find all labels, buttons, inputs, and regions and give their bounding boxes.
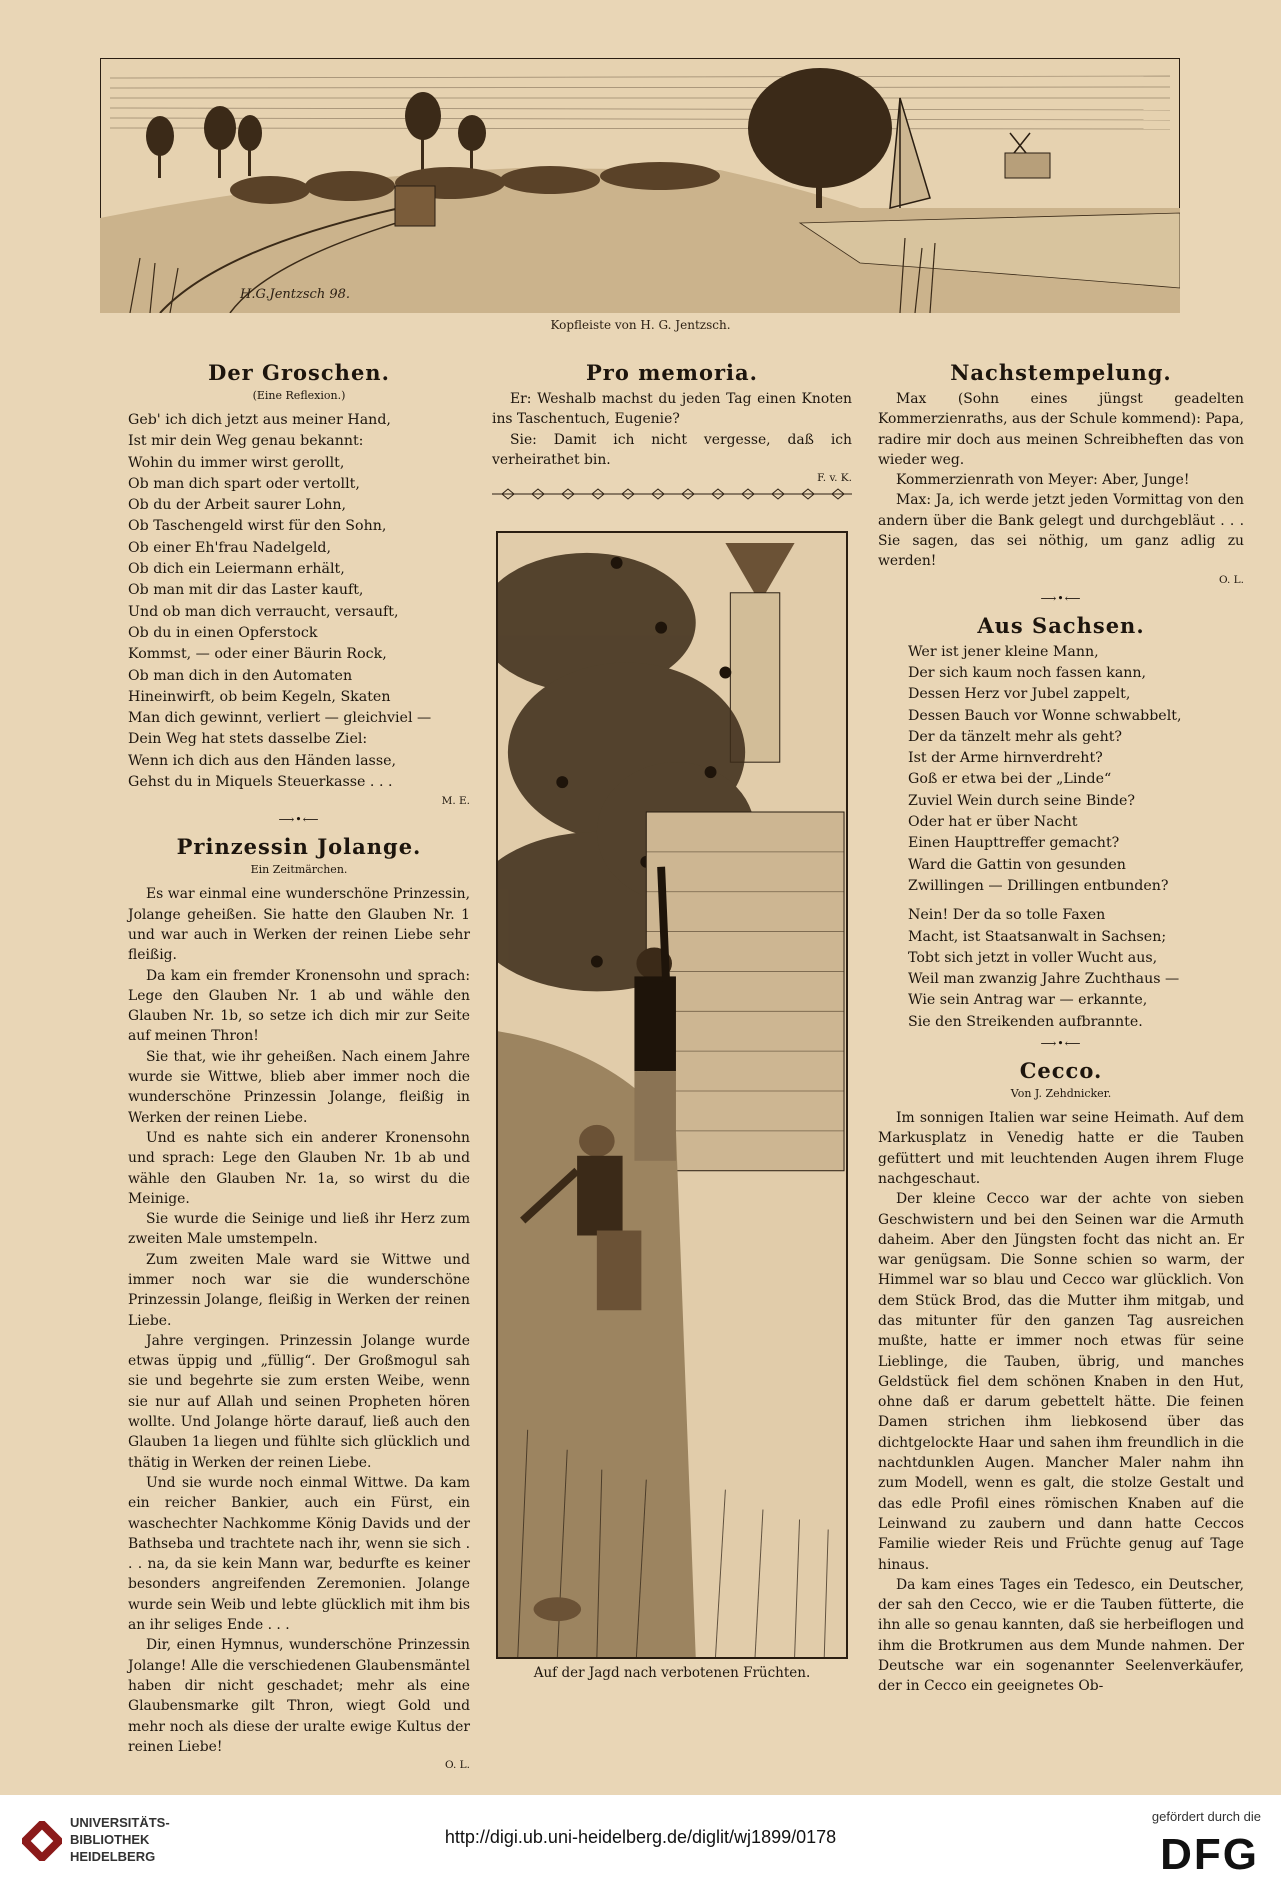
- verse-line: Der sich kaum noch fassen kann,: [908, 664, 1147, 681]
- poem-title-sachsen: Aus Sachsen.: [977, 612, 1145, 638]
- verse-line: Hineinwirft, ob beim Kegeln, Skaten: [128, 688, 391, 705]
- paragraph: Es war einmal eine wunderschöne Prinzessin, Jolange geheißen. Sie hatte den Glauben Nr. 1 und war auch in Werken der reinen Liebe sehr fleißig.: [128, 886, 470, 964]
- paragraph: Im sonnigen Italien war seine Heimath. Auf dem Markusplatz in Venedig hatte er die Tauben gefüttert und mit leuchtenden Augen ihrem Fluge nachgeschaut.: [878, 1110, 1244, 1187]
- verse-line: Macht, ist Staatsanwalt in Sachsen;: [908, 928, 1167, 945]
- verse-line: Ob Taschengeld wirst für den Sohn,: [128, 518, 387, 535]
- verse-line: Man dich gewinnt, verliert — gleichviel —: [128, 710, 432, 727]
- section-divider: ⟶•⟵: [1040, 1037, 1082, 1051]
- library-footer: [0, 1795, 1281, 1883]
- verse-line: Wie sein Antrag war — erkannte,: [908, 992, 1148, 1009]
- verse-line: Ist der Arme hirnverdreht?: [908, 750, 1103, 767]
- column-left: [128, 360, 470, 1777]
- story-cecco: [878, 1108, 1244, 1697]
- verse-line: Gehst du in Miquels Steuerkasse . . .: [128, 774, 393, 791]
- verse-line: Geb' ich dich jetzt aus meiner Hand,: [128, 412, 391, 428]
- verse-line: Ob man dich spart oder vertollt,: [128, 475, 360, 492]
- section-divider: ⟶•⟵: [1040, 591, 1082, 605]
- paragraph: Max: Ja, ich werde jetzt jeden Vormittag von den andern über die Bank gelegt und durchgebläut . . . Sie sagen, das sei nöthig, um ganz adlig zu werden!: [878, 492, 1244, 570]
- paragraph: Sie that, wie ihr geheißen. Nach einem Jahre wurde sie Wittwe, blieb aber immer noch die wunderschöne Prinzessin Jolange, fleißig in Werken der reinen Liebe.: [128, 1048, 470, 1126]
- paragraph: Jahre vergingen. Prinzessin Jolange wurde etwas üppig und „füllig“. Der Großmogul sah sie und begehrte sie zum ersten Weibe, wenn sie nur auf Allah und seinen Propheten hören wollte. Und Jolange hörte darauf, ließ auch den Glauben 1a liegen und fühlte sich glücklich und thätig in Werken der reinen Liebe.: [128, 1332, 470, 1471]
- verse-line: Nein! Der da so tolle Faxen: [908, 907, 1106, 924]
- poem-subtitle-groschen: (Eine Reflexion.): [252, 389, 346, 402]
- verse-line: Kommst, — oder einer Bäurin Rock,: [128, 646, 387, 663]
- verse-line: Wenn ich dich aus den Händen lasse,: [128, 752, 397, 769]
- author-signature: F. v. K.: [817, 472, 852, 485]
- dialogue-memoria: [492, 389, 852, 470]
- poem-groschen: [128, 410, 470, 793]
- column-middle: [492, 360, 852, 490]
- dialogue-nachstempelung: [878, 389, 1244, 572]
- library-name-line: UNIVERSITÄTS-: [70, 1815, 170, 1830]
- verse-line: Wer ist jener kleine Mann,: [908, 643, 1099, 660]
- author-signature: O. L.: [445, 1759, 470, 1772]
- ornamental-rule: [492, 487, 852, 501]
- author-signature: M. E.: [441, 795, 470, 808]
- verse-line: Zwillingen — Drillingen entbunden?: [908, 877, 1169, 894]
- illustration-caption: Auf der Jagd nach verbotenen Früchten.: [533, 1665, 811, 1681]
- paragraph: Dir, einen Hymnus, wunderschöne Prinzessin Jolange! Alle die verschiedenen Glaubensmäntel haben dir nicht geschadet; mehr als eine Glaubensmarke gilt Thron, wiegt Gold und mehr noch als diese der uralte ewige Kultus der reinen Liebe!: [128, 1637, 470, 1755]
- verse-line: Goß er etwa bei der „Linde“: [908, 771, 1112, 788]
- piece-title-nachstempelung: Nachstempelung.: [950, 360, 1172, 385]
- story-jolange: [128, 884, 470, 1757]
- story-subtitle-jolange: Ein Zeitmärchen.: [250, 863, 348, 877]
- verse-line: Zuviel Wein durch seine Binde?: [908, 792, 1136, 809]
- poem-sachsen-stanza-2: [878, 905, 1244, 1033]
- header-landscape-illustration: [100, 58, 1180, 313]
- piece-title-memoria: Pro memoria.: [586, 360, 758, 385]
- paragraph: Er: Weshalb machst du jeden Tag einen Knoten ins Taschentuch, Eugenie?: [492, 391, 852, 428]
- poem-sachsen-stanza-1: [878, 642, 1244, 898]
- verse-line: Dessen Bauch vor Wonne schwabbelt,: [908, 707, 1182, 724]
- verse-line: Dessen Herz vor Jubel zappelt,: [908, 686, 1131, 703]
- verse-line: Wohin du immer wirst gerollt,: [128, 454, 345, 471]
- fruit-theft-illustration: [496, 531, 848, 1659]
- funded-by-label: gefördert durch die: [1151, 1809, 1261, 1824]
- verse-line: Tobt sich jetzt in voller Wucht aus,: [908, 949, 1158, 966]
- verse-line: Einen Haupttreffer gemacht?: [908, 835, 1120, 852]
- author-signature: O. L.: [1219, 573, 1244, 586]
- verse-line: Weil man zwanzig Jahre Zuchthaus —: [908, 971, 1180, 988]
- verse-line: Sie den Streikenden aufbrannte.: [908, 1013, 1143, 1030]
- verse-line: Ob einer Eh'frau Nadelgeld,: [128, 539, 332, 556]
- section-divider: ⟶•⟵: [278, 813, 320, 827]
- story-title-cecco: Cecco.: [1019, 1058, 1103, 1084]
- paragraph: Und es nahte sich ein anderer Kronensohn und sprach: Lege den Glauben Nr. 1b ab und wähle den Glauben Nr. 1a, so wirst du die Meinige.: [128, 1129, 470, 1207]
- dfg-logo: DFG: [1160, 1830, 1259, 1879]
- verse-line: Ward die Gattin von gesunden: [908, 856, 1126, 873]
- header-caption: Kopfleiste von H. G. Jentzsch.: [550, 318, 731, 332]
- artist-signature: H.G.Jentzsch 98.: [240, 287, 351, 302]
- verse-line: Ob man dich in den Automaten: [128, 667, 353, 684]
- permalink-url[interactable]: http://digi.ub.uni-heidelberg.de/diglit/wj1899/0178: [444, 1827, 837, 1847]
- verse-line: Ist mir dein Weg genau bekannt:: [128, 433, 364, 450]
- paragraph: Da kam ein fremder Kronensohn und sprach: Lege den Glauben Nr. 1 ab und wähle den Glauben Nr. 1b, so setze ich dich mir zur Seite auf meinen Thron!: [128, 967, 470, 1045]
- verse-line: Ob du der Arbeit saurer Lohn,: [128, 497, 347, 514]
- paragraph: Max (Sohn eines jüngst geadelten Kommerzienraths, aus der Schule kommend): Papa, radire mir doch aus meinen Schreibheften das von wieder weg.: [878, 391, 1244, 468]
- paragraph: Zum zweiten Male ward sie Wittwe und immer noch war sie die wunderschöne Prinzessin Jolange, fleißig in Werken der reinen Liebe.: [128, 1251, 470, 1329]
- story-byline-cecco: Von J. Zehdnicker.: [1010, 1087, 1112, 1101]
- paragraph: Der kleine Cecco war der achte von sieben Geschwistern und bei den Seinen war die Armuth daheim. Aber den Jüngsten focht das nicht an. Er war genügsam. Die Sonne schien so warm, der Himmel war so blau und Cecco war glücklich. Von dem Stück Brod, das die Mutter ihm mitgab, und das mitunter für den ganzen Tag ausreichen mußte, hatte er immer noch etwas für seine Lieblinge, die Tauben, übrig, und manches Geldstück fiel dem schönen Knaben in den Hut, ohne daß er darum gebettelt hätte. Die feinen Damen strichen ihm liebkosend über das dichtgelockte Haar und sahen ihm freundlich in die nachtdunklen Augen. Mancher Maler nahm ihn zum Modell, wenn es galt, die stolze Gestalt und das edle Profil eines römischen Knaben auf die Leinwand zu zaubern und dann hatte Ceccos Familie wieder Reis und Früchte genug auf Tage hinaus.: [878, 1191, 1244, 1573]
- paragraph: Da kam eines Tages ein Tedesco, ein Deutscher, der sah den Cecco, wie er die Tauben fütterte, die ihn alle so genau kannten, daß sie herbeiflogen und ihm die Brotkrumen aus dem Munde nahmen. Der Deutsche war ein sogenannter Seelenverkäufer, der in Cecco ein geeignetes Ob-: [878, 1576, 1244, 1695]
- column-right: [878, 360, 1244, 1697]
- library-name-line: HEIDELBERG: [70, 1849, 156, 1864]
- paragraph: Kommerzienrath von Meyer: Aber, Junge!: [896, 472, 1190, 489]
- poem-title-groschen: Der Groschen.: [208, 360, 390, 385]
- verse-line: Ob du in einen Opferstock: [128, 624, 318, 641]
- verse-line: Der da tänzelt mehr als geht?: [908, 728, 1123, 745]
- verse-line: Oder hat er über Nacht: [908, 814, 1078, 831]
- verse-line: Ob man mit dir das Laster kauft,: [128, 582, 364, 599]
- verse-line: Ob dich ein Leiermann erhält,: [128, 561, 345, 578]
- library-name-line: BIBLIOTHEK: [70, 1832, 150, 1847]
- story-title-jolange: Prinzessin Jolange.: [176, 834, 422, 860]
- verse-line: Und ob man dich verraucht, versauft,: [128, 603, 399, 620]
- paragraph: Sie: Damit ich nicht vergesse, daß ich verheirathet bin.: [492, 431, 852, 468]
- paragraph: Und sie wurde noch einmal Wittwe. Da kam ein reicher Bankier, auch ein Fürst, ein waschechter Nachkomme König Davids und der Bathseba und trachtete nach ihr, wenn sie sich . . . na, da sie kein Mann war, bedurfte es keiner besonders angreifenden Zeremonien. Jolange wurde sein Weib und lebte glücklich mit ihm bis an ihr seliges Ende . . .: [128, 1474, 470, 1634]
- paragraph: Sie wurde die Seinige und ließ ihr Herz zum zweiten Male umstempeln.: [128, 1211, 470, 1248]
- verse-line: Dein Weg hat stets dasselbe Ziel:: [128, 731, 368, 748]
